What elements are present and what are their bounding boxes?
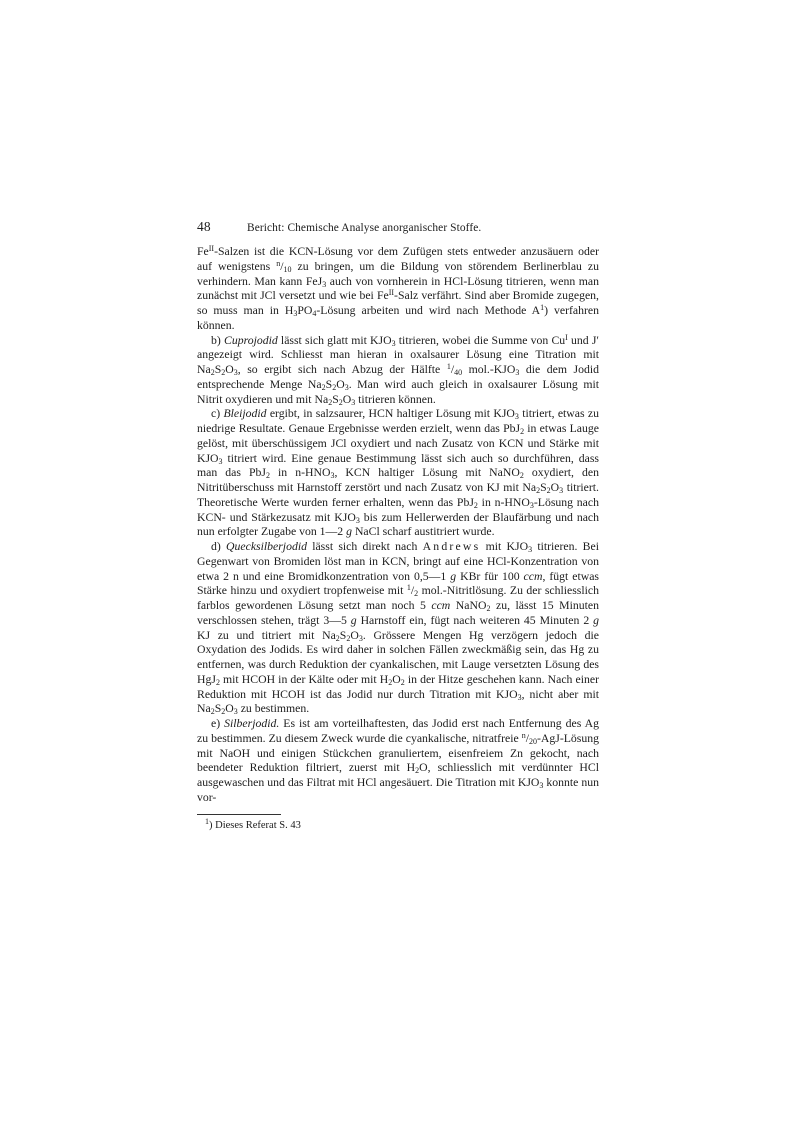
text-run: e) xyxy=(211,717,225,730)
subscript: 3 xyxy=(293,309,298,318)
subscript: 2 xyxy=(215,677,220,687)
text-run: O xyxy=(225,702,234,716)
italic-term: g xyxy=(346,525,352,539)
subscript: 2 xyxy=(338,397,343,407)
text-run: -Salzen ist die KCN-Lösung vor dem Zufügen stets entweder anzusäuern oder auf wenigstens xyxy=(197,245,599,273)
text-run: mol.-Nitritlösung. Zu der schliesslich farblos gewordenen Lösung setzt man noch 5 xyxy=(197,584,599,612)
text-run: O xyxy=(550,481,560,494)
text-run: bis zum Hellerwerden der Blaufärbung und nach nun erfolgter Zugabe von 1—2 xyxy=(197,510,600,539)
subscript: 3 xyxy=(529,500,534,510)
subscript: 3 xyxy=(351,397,356,407)
author-name: Andrews xyxy=(422,540,481,553)
text-run: b) xyxy=(211,333,224,347)
subscript: 3 xyxy=(322,279,327,289)
text-run: ergibt, in salzsaurer, HCN haltiger Lösung mit KJO xyxy=(266,407,515,421)
paragraph-p1 xyxy=(197,334,599,408)
italic-term: ccm xyxy=(523,569,543,583)
text-run: S xyxy=(332,392,339,406)
subscript: 3 xyxy=(233,368,238,377)
text-run: O xyxy=(342,392,352,406)
text-run: KBr für 100 xyxy=(456,569,524,583)
italic-term: Bleijodid xyxy=(223,407,267,421)
subscript: 2 xyxy=(520,427,525,436)
page-number: 48 xyxy=(197,219,211,234)
subscript: 3 xyxy=(528,545,533,554)
subscript: 3 xyxy=(358,633,363,643)
text-run: NaCl scharf austitriert wurde. xyxy=(352,525,495,539)
subscript: 2 xyxy=(210,368,215,377)
text-run: zu bestimmen. xyxy=(237,702,310,716)
text-run: -Lösung arbeiten und wird nach Methode A xyxy=(316,304,541,317)
text-run: in der Hitze geschehen kann. Nach einer Reduktion mit HCOH ist das Jodid nur durch Titration mit KJO xyxy=(197,672,599,701)
text-run: die dem Jodid entsprechende Menge Na xyxy=(197,363,599,391)
italic-term: Cuprojodid xyxy=(223,333,278,347)
subscript: 3 xyxy=(218,456,223,466)
subscript: 20 xyxy=(528,736,537,746)
text-run: titriert, etwas zu niedrige Resultate. Genaue Ergebnisse werden erzielt, wenn das PbJ xyxy=(197,407,599,435)
page-header xyxy=(197,219,599,245)
text-run: c) xyxy=(211,407,224,421)
subscript: 2 xyxy=(473,500,478,510)
text-run: KJ zu und titriert mit Na xyxy=(197,628,336,642)
text-run: mit KJO xyxy=(480,540,529,553)
text-run: PO xyxy=(297,304,313,317)
italic-term: g xyxy=(450,569,457,583)
text-run: , nicht aber mit Na xyxy=(197,687,599,716)
text-run: / xyxy=(525,731,529,745)
text-run: d) xyxy=(211,540,227,553)
text-run: und J′ angezeigt wird. Schliesst man hieran in oxalsaurer Lösung eine Titration mit Na xyxy=(197,333,599,376)
subscript: 3 xyxy=(517,692,522,702)
text-run: / xyxy=(450,363,455,376)
text-run: in n-HNO xyxy=(269,466,331,480)
running-title: Bericht: Chemische Analyse anorganischer Stoffe. xyxy=(247,222,482,234)
subscript: 2 xyxy=(221,707,226,717)
text-run: titrieren, wobei die Summe von Cu xyxy=(395,333,566,347)
subscript: 2 xyxy=(265,471,270,481)
italic-term: g xyxy=(593,613,600,627)
text-run: konnte nun vor- xyxy=(197,776,600,804)
text-run: Fe xyxy=(197,245,209,258)
subscript: 2 xyxy=(346,633,351,643)
subscript: 2 xyxy=(221,368,226,377)
subscript: 3 xyxy=(233,707,238,717)
text-run: -Salz verfährt. Sind aber Bromide zugegen, so muss man in H xyxy=(197,289,599,317)
subscript: 2 xyxy=(519,471,524,481)
text-run: in n-HNO xyxy=(477,495,530,509)
text-run: S xyxy=(214,363,222,376)
text-run: Harnstoff ein, fügt nach weiteren 45 Minuten 2 xyxy=(356,613,594,627)
text-run: / xyxy=(280,259,284,273)
subscript: 2 xyxy=(328,397,333,407)
text-run: S xyxy=(339,628,347,642)
italic-term: Silberjodid. xyxy=(224,717,280,730)
text-run: O xyxy=(350,628,359,642)
subscript: 2 xyxy=(486,604,491,613)
text-run: auch von vornherein in HCl-Lösung titrieren, wenn man zunächst mit JCl versetzt und wie bei Fe xyxy=(197,274,599,303)
text-run: titrieren können. xyxy=(355,392,436,406)
text-run: , so ergibt sich nach Abzug der Hälfte xyxy=(237,363,447,376)
superscript: II xyxy=(388,288,395,298)
subscript: 3 xyxy=(330,471,335,481)
text-run: O xyxy=(225,363,234,376)
text-run: mol.-KJO xyxy=(462,363,516,376)
footnote xyxy=(197,816,599,831)
superscript: 1 xyxy=(406,583,411,593)
subscript: 2 xyxy=(210,707,215,717)
superscript: II xyxy=(208,244,215,253)
text-run: O xyxy=(336,377,345,391)
footnote-marker: 1 xyxy=(205,816,209,826)
text-run: titrieren. Bei Gegenwart von Bromiden löst man in KCN, bringt auf eine HCl-Konzentration von etwa 2 n und eine Bromidkonzentration von 0,5—1 xyxy=(197,540,599,583)
text-run: -AgJ-Lösung mit NaOH und einigen Stückchen granuliertem, eisenfreiem Zn gekocht, nach beendeter Reduktion filtriert, zuerst mit H xyxy=(197,731,599,775)
superscript: 1 xyxy=(540,303,545,312)
text-run: S xyxy=(540,481,547,494)
text-run: O, schliesslich mit verdünnter HCl ausgewaschen und das Filtrat mit HCl angesäuert. Die Titration mit KJO xyxy=(197,761,599,789)
footnote-text: ) Dieses Referat S. 43 xyxy=(209,819,301,831)
subscript: 4 xyxy=(312,309,317,318)
text-run: NaNO xyxy=(450,599,487,612)
text-run: S xyxy=(325,377,333,391)
text-run: zu bringen, um die Bildung von störendem Berlinerblau zu verhindern. Man kann FeJ xyxy=(197,259,600,288)
italic-term: ccm xyxy=(431,599,451,612)
subscript: 2 xyxy=(400,677,405,687)
subscript: 2 xyxy=(388,677,393,687)
subscript: 2 xyxy=(536,486,541,495)
subscript: 2 xyxy=(332,382,337,392)
subscript: 3 xyxy=(515,368,520,377)
subscript: 2 xyxy=(321,382,326,392)
text-run: lässt sich direkt nach xyxy=(306,540,423,553)
paragraph-p4 xyxy=(197,717,599,806)
text-run: titriert. Theoretische Werte wurden ferner erhalten, wenn das PbJ xyxy=(197,481,599,509)
text-run: O xyxy=(392,672,401,686)
superscript: n xyxy=(521,730,526,740)
text-run: in etwas Lauge gelöst, mit überschüssigem JCl oxydiert und nach Zusatz von KCN und Stärke mit KJO xyxy=(197,422,599,465)
text-run: zu, lässt 15 Minuten verschlossen stehen, trägt 3—5 xyxy=(197,599,599,627)
text-run: . Man wird auch gleich in oxalsaurer Lösung mit Nitrit oxydieren und mit Na xyxy=(197,377,599,406)
subscript: 3 xyxy=(514,412,519,422)
text-run: . Grössere Mengen Hg verzögern jedoch die Oxydation des Jodids. Es wird daher in solchen Fällen zweckmäßig sein, das Hg zu entfernen, was durch Reduktion der cyankalischen, mit Lauge versetzten Lösung des HgJ xyxy=(197,628,599,686)
superscript: 1 xyxy=(446,362,451,371)
text-run: S xyxy=(214,702,222,716)
paragraph-p3 xyxy=(197,540,599,717)
subscript: 40 xyxy=(454,368,463,377)
subscript: 10 xyxy=(283,264,292,274)
text-run: ) verfahren können. xyxy=(197,304,599,332)
text-run: Es ist am vorteilhaftesten, das Jodid erst nach Entfernung des Ag zu bestimmen. Zu diesem Zweck wurde die cyankalische, nitratfreie xyxy=(197,717,599,745)
subscript: 3 xyxy=(559,486,564,495)
italic-term: g xyxy=(350,613,357,627)
subscript: 2 xyxy=(335,633,340,643)
text-run: titriert wird. Eine genaue Bestimmung lässt sich auch so durchführen, dass man das PbJ xyxy=(197,451,599,480)
subscript: 3 xyxy=(539,781,544,790)
body-text xyxy=(197,245,599,806)
superscript: I xyxy=(565,332,568,342)
subscript: 2 xyxy=(546,486,551,495)
subscript: 3 xyxy=(391,338,396,348)
paragraph-p0 xyxy=(197,245,599,334)
superscript: n xyxy=(276,258,281,268)
italic-term: Quecksilberjodid xyxy=(226,540,307,553)
text-run: , KCN haltiger Lösung mit NaNO xyxy=(334,466,520,480)
subscript: 2 xyxy=(414,589,419,599)
subscript: 3 xyxy=(355,515,360,525)
subscript: 3 xyxy=(344,382,349,392)
footnote-divider xyxy=(197,814,281,815)
text-run: / xyxy=(410,584,415,598)
subscript: 2 xyxy=(415,766,420,776)
text-run: , fügt etwas Stärke hinzu und oxydiert tropfenweise mit xyxy=(197,569,599,598)
text-run: mit HCOH in der Kälte oder mit H xyxy=(219,672,389,686)
text-run: lässt sich glatt mit KJO xyxy=(277,333,392,347)
text-run: -Lösung nach KCN- und Stärkezusatz mit KJO xyxy=(197,495,599,524)
text-run: oxydiert, den Nitritüberschuss mit Harnstoff zerstört und nach Zusatz von KJ mit Na xyxy=(197,466,599,494)
paragraph-p2 xyxy=(197,407,599,540)
document-page xyxy=(197,219,599,831)
